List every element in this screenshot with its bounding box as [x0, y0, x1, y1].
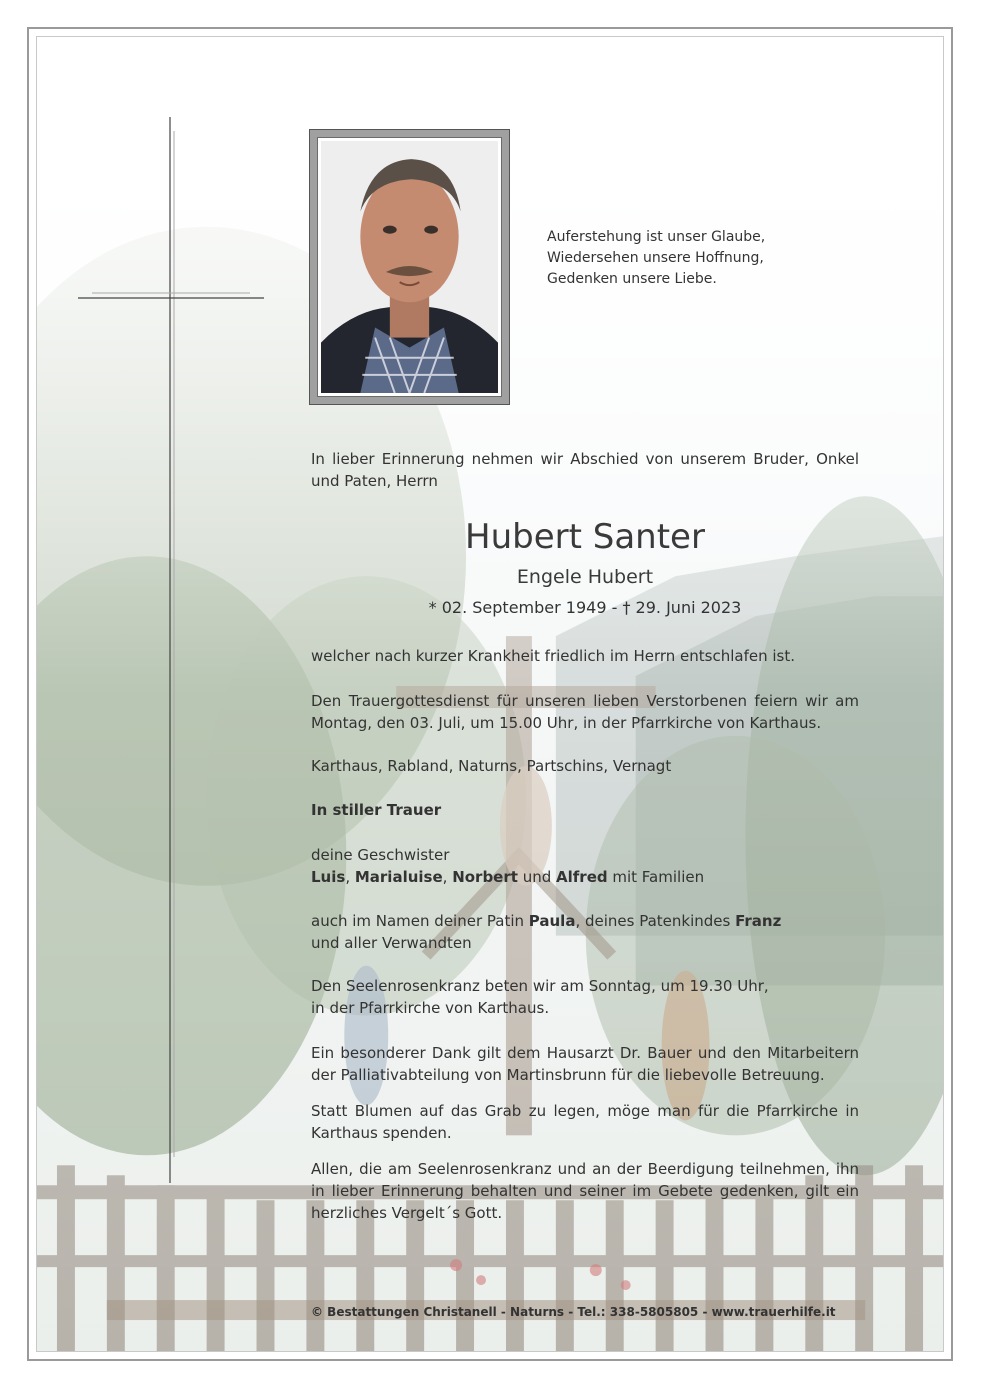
- siblings-names: [311, 866, 859, 888]
- flowers-text: Statt Blumen auf das Grab zu legen, möge man für die Pfarrkirche in Karthaus spenden.: [311, 1102, 859, 1142]
- separator: und: [517, 868, 557, 886]
- verse-line: Wiedersehen unsere Hoffnung,: [547, 250, 764, 266]
- separator: ,: [442, 868, 453, 886]
- deceased-nickname: Engele Hubert: [516, 566, 654, 588]
- godmother-name: Paula: [528, 912, 576, 930]
- siblings-intro: deine Geschwister: [311, 846, 450, 864]
- sibling-name: Luis: [311, 868, 346, 886]
- siblings-block: [311, 844, 859, 888]
- mourning-heading: [311, 799, 859, 821]
- cross-icon: [78, 117, 264, 1183]
- godparent-mid: , deines Patenkindes: [575, 912, 736, 930]
- passed-text: welcher nach kurzer Krankheit friedlich im Herrn entschlafen ist.: [311, 647, 795, 665]
- godparent-line: [311, 910, 859, 932]
- memorial-verse: [547, 227, 765, 290]
- rosary-line: Den Seelenrosenkranz beten wir am Sonntag, um 19.30 Uhr,: [311, 977, 769, 995]
- portrait-inner-border: [317, 137, 502, 397]
- life-dates: * 02. September 1949 - † 29. Juni 2023: [428, 598, 742, 617]
- places-text: Karthaus, Rabland, Naturns, Partschins, Vernagt: [311, 757, 672, 775]
- sibling-name: Norbert: [452, 868, 518, 886]
- godparent-pre: auch im Namen deiner Patin: [311, 912, 529, 930]
- sibling-name: Alfred: [556, 868, 608, 886]
- godparent-block: [311, 910, 859, 954]
- closing-text: Allen, die am Seelenrosenkranz und an der Beerdigung teilnehmen, ihn in lieber Erinnerung behalten und seiner im Gebete gedenken, gilt ein herzliches Vergelt´s Gott.: [311, 1160, 859, 1222]
- verse-line: Gedenken unsere Liebe.: [547, 271, 717, 287]
- footer-credit: © Bestattungen Christanell - Naturns - Tel.: 338-5805805 - www.trauerhilfe.it: [311, 1305, 836, 1319]
- thanks-text: Ein besonderer Dank gilt dem Hausarzt Dr. Bauer und den Mitarbeitern der Palliativabteilung von Martinsbrunn für die liebevolle Betreuung.: [311, 1044, 859, 1084]
- separator: ,: [345, 868, 355, 886]
- mourning-heading-label: In stiller Trauer: [311, 801, 442, 819]
- rosary-line: in der Pfarrkirche von Karthaus.: [311, 999, 550, 1017]
- rosary-block: [311, 975, 859, 1019]
- deceased-name: Hubert Santer: [465, 517, 705, 557]
- relatives-line: und aller Verwandten: [311, 934, 472, 952]
- intro-text: In lieber Erinnerung nehmen wir Abschied von unserem Bruder, Onkel und Paten, Herrn: [311, 450, 859, 490]
- portrait-photo: [321, 141, 498, 393]
- funeral-text: Den Trauergottesdienst für unseren lieben Verstorbenen feiern wir am Montag, den 03. Juli, um 15.00 Uhr, in der Pfarrkirche von Karthaus.: [311, 692, 859, 732]
- sibling-name: Marialuise: [354, 868, 443, 886]
- godchild-name: Franz: [735, 912, 782, 930]
- siblings-suffix: mit Familien: [607, 868, 705, 886]
- portrait-frame: [309, 129, 510, 405]
- verse-line: Auferstehung ist unser Glaube,: [547, 229, 766, 245]
